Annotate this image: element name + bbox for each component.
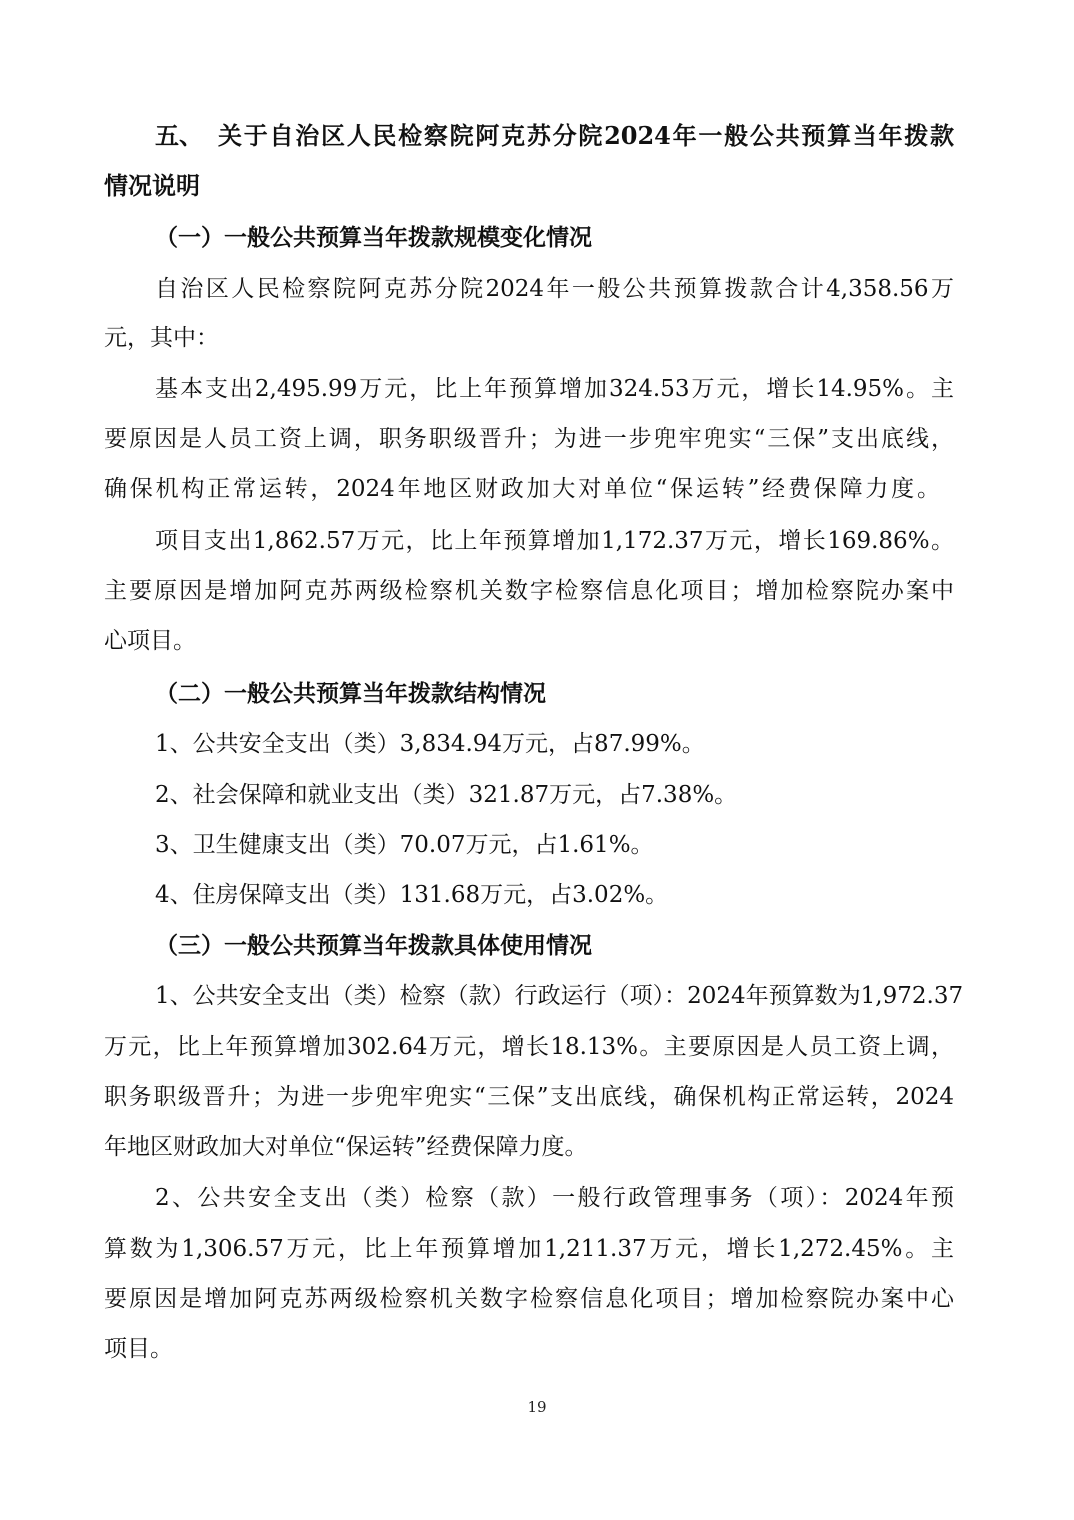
usage-item-2-cont2: 要原因是增加阿克苏两级检察机关数字检察信息化项目；增加检察院办案中心 — [104, 1286, 954, 1312]
usage-item-1: 1、公共安全支出（类）检察（款）行政运行（项）：2024年预算数为1,972.37 — [155, 983, 964, 1009]
structure-item: 4、住房保障支出（类）131.68万元，占3.02%。 — [155, 882, 669, 908]
section-heading: 关于自治区人民检察院阿克苏分院2024年一般公共预算当年拨款 — [218, 121, 954, 150]
total-paragraph: 自治区人民检察院阿克苏分院2024年一般公共预算拨款合计4,358.56万 — [155, 276, 954, 302]
usage-item-1-cont2: 职务职级晋升；为进一步兜牢兜实“三保”支出底线，确保机构正常运转，2024 — [104, 1084, 954, 1110]
structure-item: 1、公共安全支出（类）3,834.94万元，占87.99%。 — [155, 731, 705, 757]
project-expenditure-paragraph-end: 心项目。 — [104, 628, 196, 654]
usage-item-2-cont: 算数为1,306.57万元，比上年预算增加1,211.37万元，增长1,272.45%。主 — [104, 1236, 954, 1262]
subheading-structure: （二）一般公共预算当年拨款结构情况 — [155, 680, 546, 707]
basic-expenditure-paragraph-end: 确保机构正常运转，2024年地区财政加大对单位“保运转”经费保障力度。 — [104, 476, 940, 502]
usage-item-1-cont: 万元，比上年预算增加302.64万元，增长18.13%。主要原因是人员工资上调， — [104, 1034, 954, 1060]
usage-item-1-end: 年地区财政加大对单位“保运转”经费保障力度。 — [104, 1134, 588, 1160]
basic-expenditure-paragraph-cont: 要原因是人员工资上调，职务职级晋升；为进一步兜牢兜实“三保”支出底线， — [104, 426, 954, 452]
usage-item-2: 2、公共安全支出（类）检察（款）一般行政管理事务（项）：2024年预 — [155, 1185, 954, 1211]
structure-item: 2、社会保障和就业支出（类）321.87万元，占7.38%。 — [155, 782, 738, 808]
subheading-scale: （一）一般公共预算当年拨款规模变化情况 — [155, 224, 592, 251]
structure-item: 3、卫生健康支出（类）70.07万元，占1.61%。 — [155, 832, 654, 858]
page-number: 19 — [527, 1398, 547, 1416]
project-expenditure-paragraph-cont: 主要原因是增加阿克苏两级检察机关数字检察信息化项目；增加检察院办案中 — [104, 578, 954, 604]
subheading-usage: （三）一般公共预算当年拨款具体使用情况 — [155, 932, 592, 959]
total-paragraph-cont: 元，其中： — [104, 325, 219, 351]
section-heading-cont: 情况说明 — [104, 171, 200, 200]
basic-expenditure-paragraph: 基本支出2,495.99万元，比上年预算增加324.53万元，增长14.95%。主 — [155, 376, 954, 402]
usage-item-2-end: 项目。 — [104, 1336, 173, 1362]
section-number: 五、 — [155, 121, 203, 150]
project-expenditure-paragraph: 项目支出1,862.57万元，比上年预算增加1,172.37万元，增长169.86%。 — [155, 528, 954, 554]
